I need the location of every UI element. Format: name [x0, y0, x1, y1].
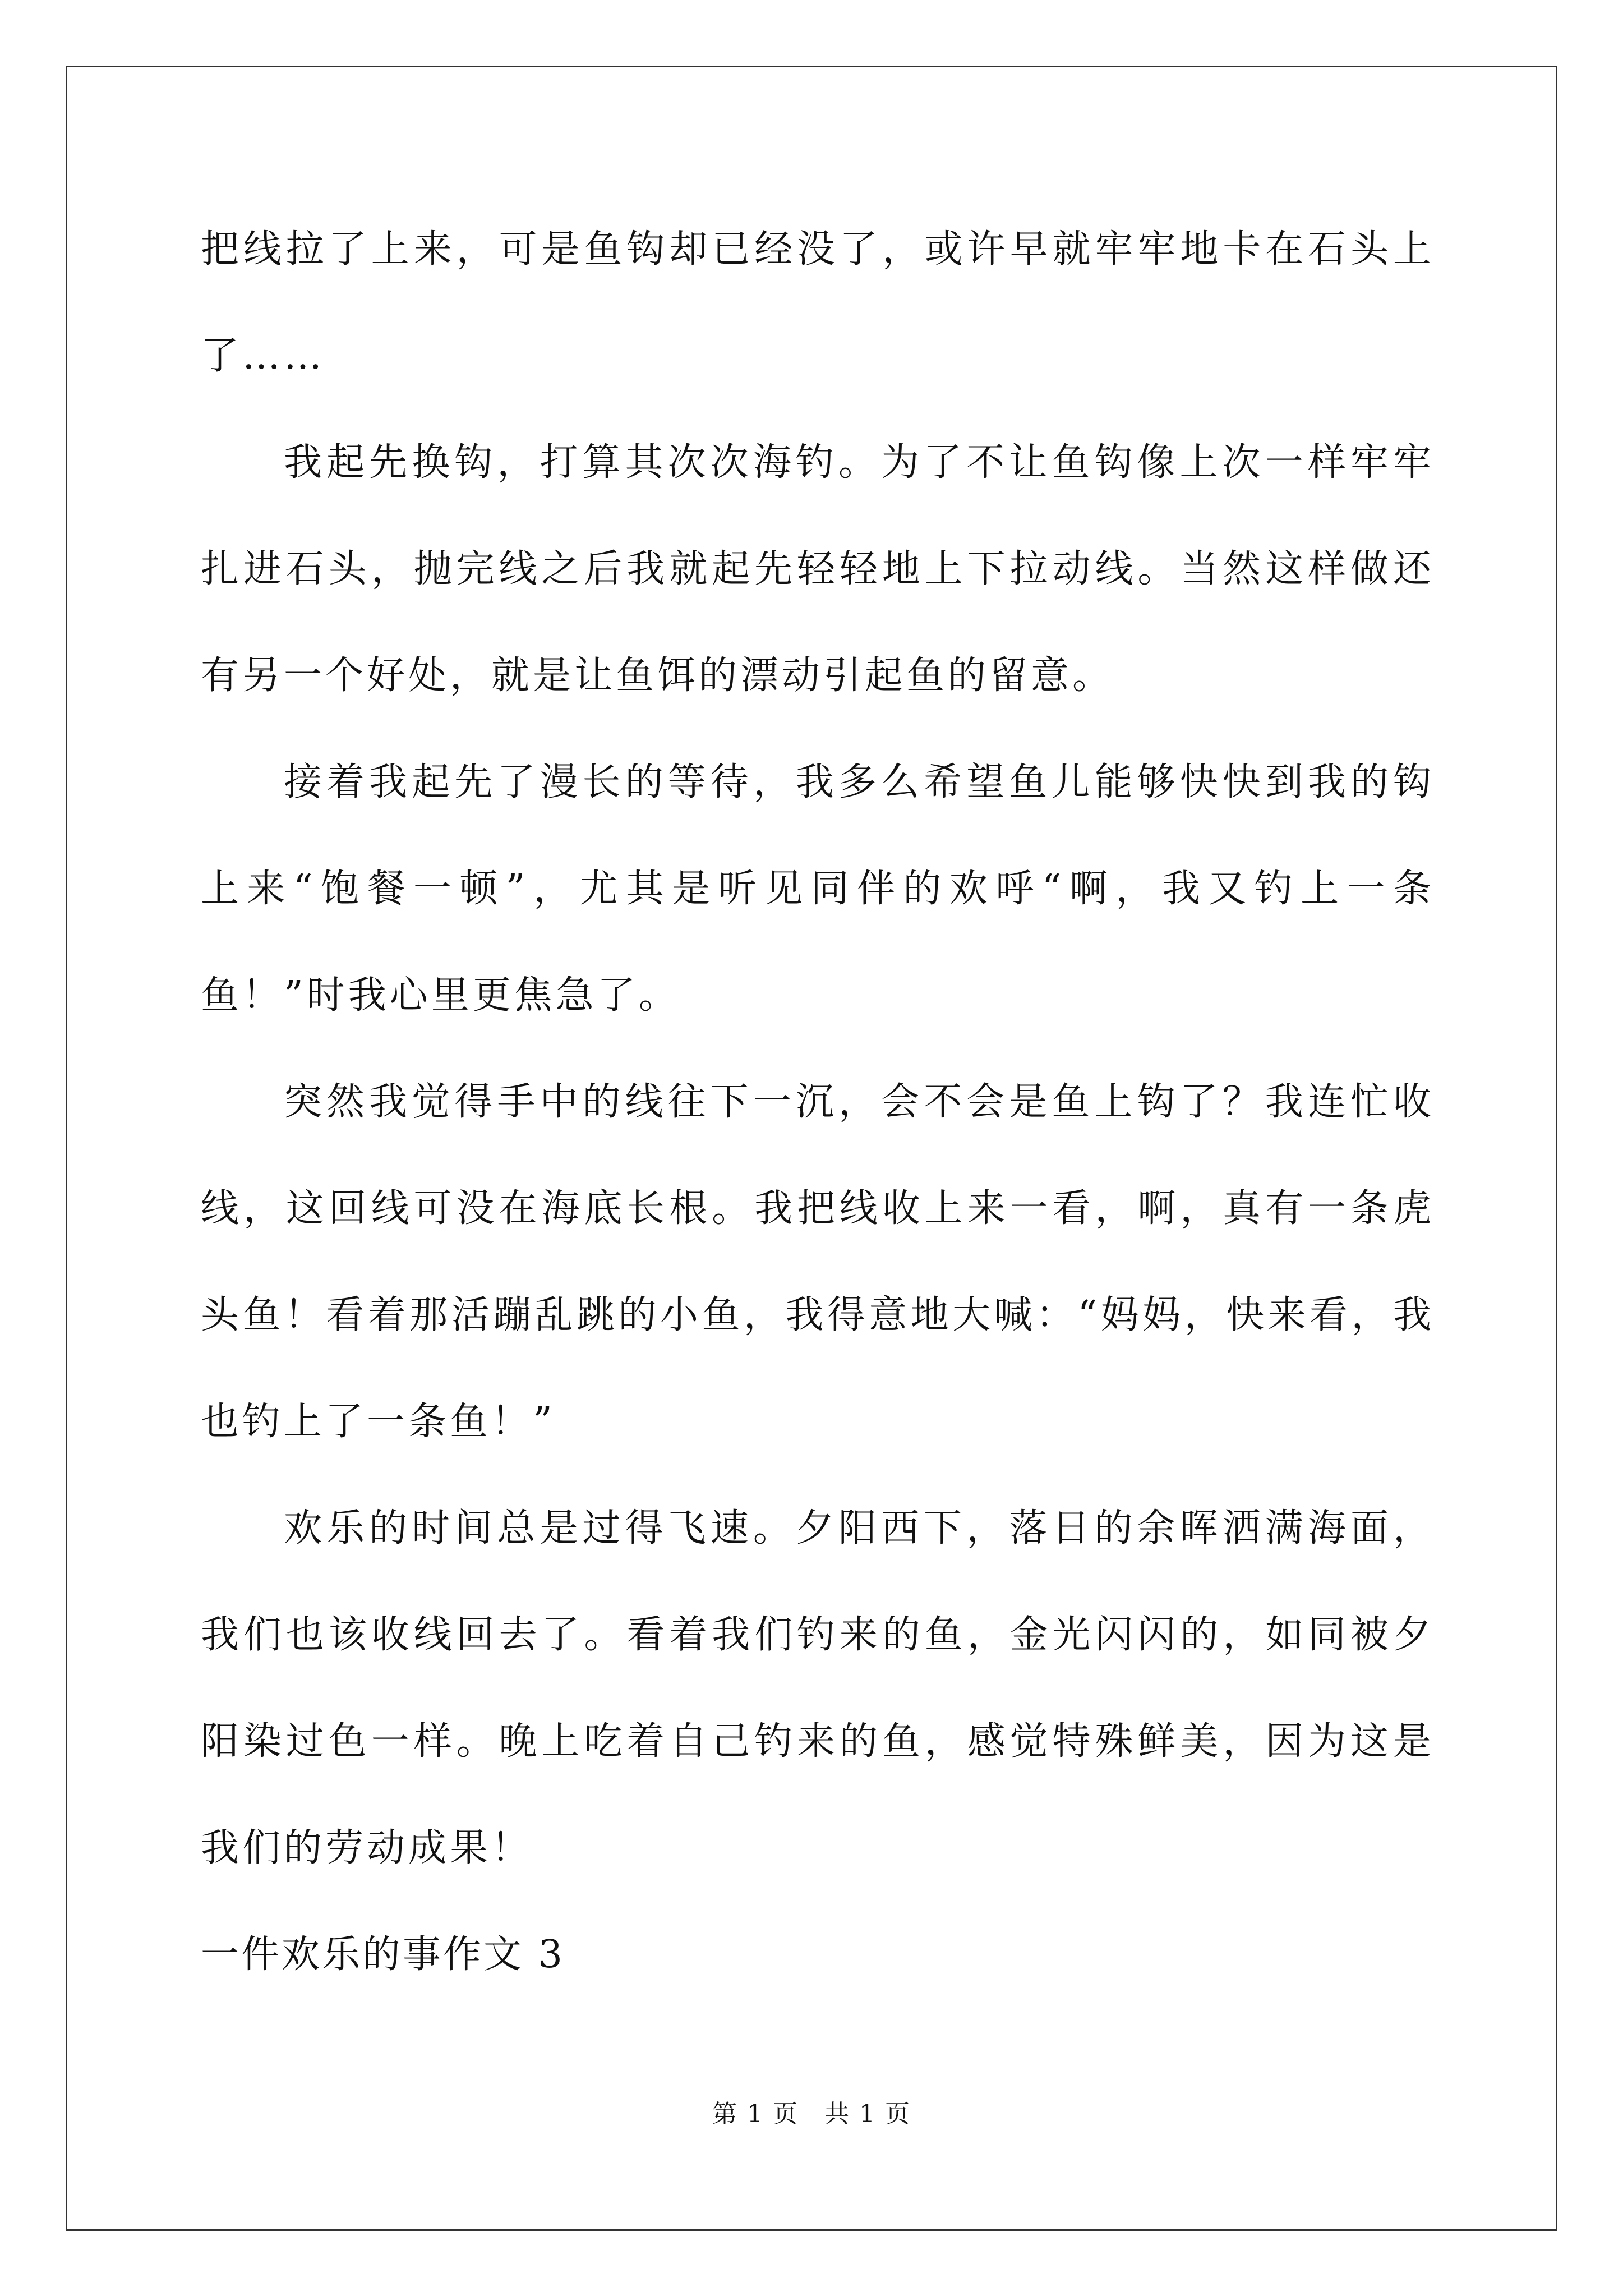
section-heading: 一件欢乐的事作文 3: [201, 1932, 565, 1977]
paragraph-4: 突然我觉得手中的线往下一沉，会不会是鱼上钩了？我连忙收线，这回线可没在海底长根。我把线收上来一看，啊，真有一条虎头鱼！看着那活蹦乱跳的小鱼，我得意地大喊：“妈妈，快来看，我也钓上了一条鱼！”: [201, 1080, 1435, 1444]
paragraph-5: 欢乐的时间总是过得飞速。夕阳西下，落日的余晖洒满海面，我们也该收线回去了。看着我们钓来的鱼，金光闪闪的，如同被夕阳染过色一样。晚上吃着自己钓来的鱼，感觉特殊鲜美，因为这是我们的劳动成果！: [201, 1506, 1435, 1870]
paragraph-1: 把线拉了上来，可是鱼钩却已经没了，或许早就牢牢地卡在石头上了……: [201, 227, 1435, 378]
page-number-footer: 第 1 页 共 1 页: [712, 2100, 911, 2128]
paragraph-3: 接着我起先了漫长的等待，我多么希望鱼儿能够快快到我的钩上来“饱餐一顿”，尤其是听见同伴的欢呼“啊，我又钓上一条鱼！”时我心里更焦急了。: [201, 760, 1435, 1018]
document-body: [201, 196, 1435, 2008]
paragraph-2: 我起先换钩，打算其次次海钓。为了不让鱼钩像上次一样牢牢扎进石头，抛完线之后我就起先轻轻地上下拉动线。当然这样做还有另一个好处，就是让鱼饵的漂动引起鱼的留意。: [201, 440, 1435, 698]
